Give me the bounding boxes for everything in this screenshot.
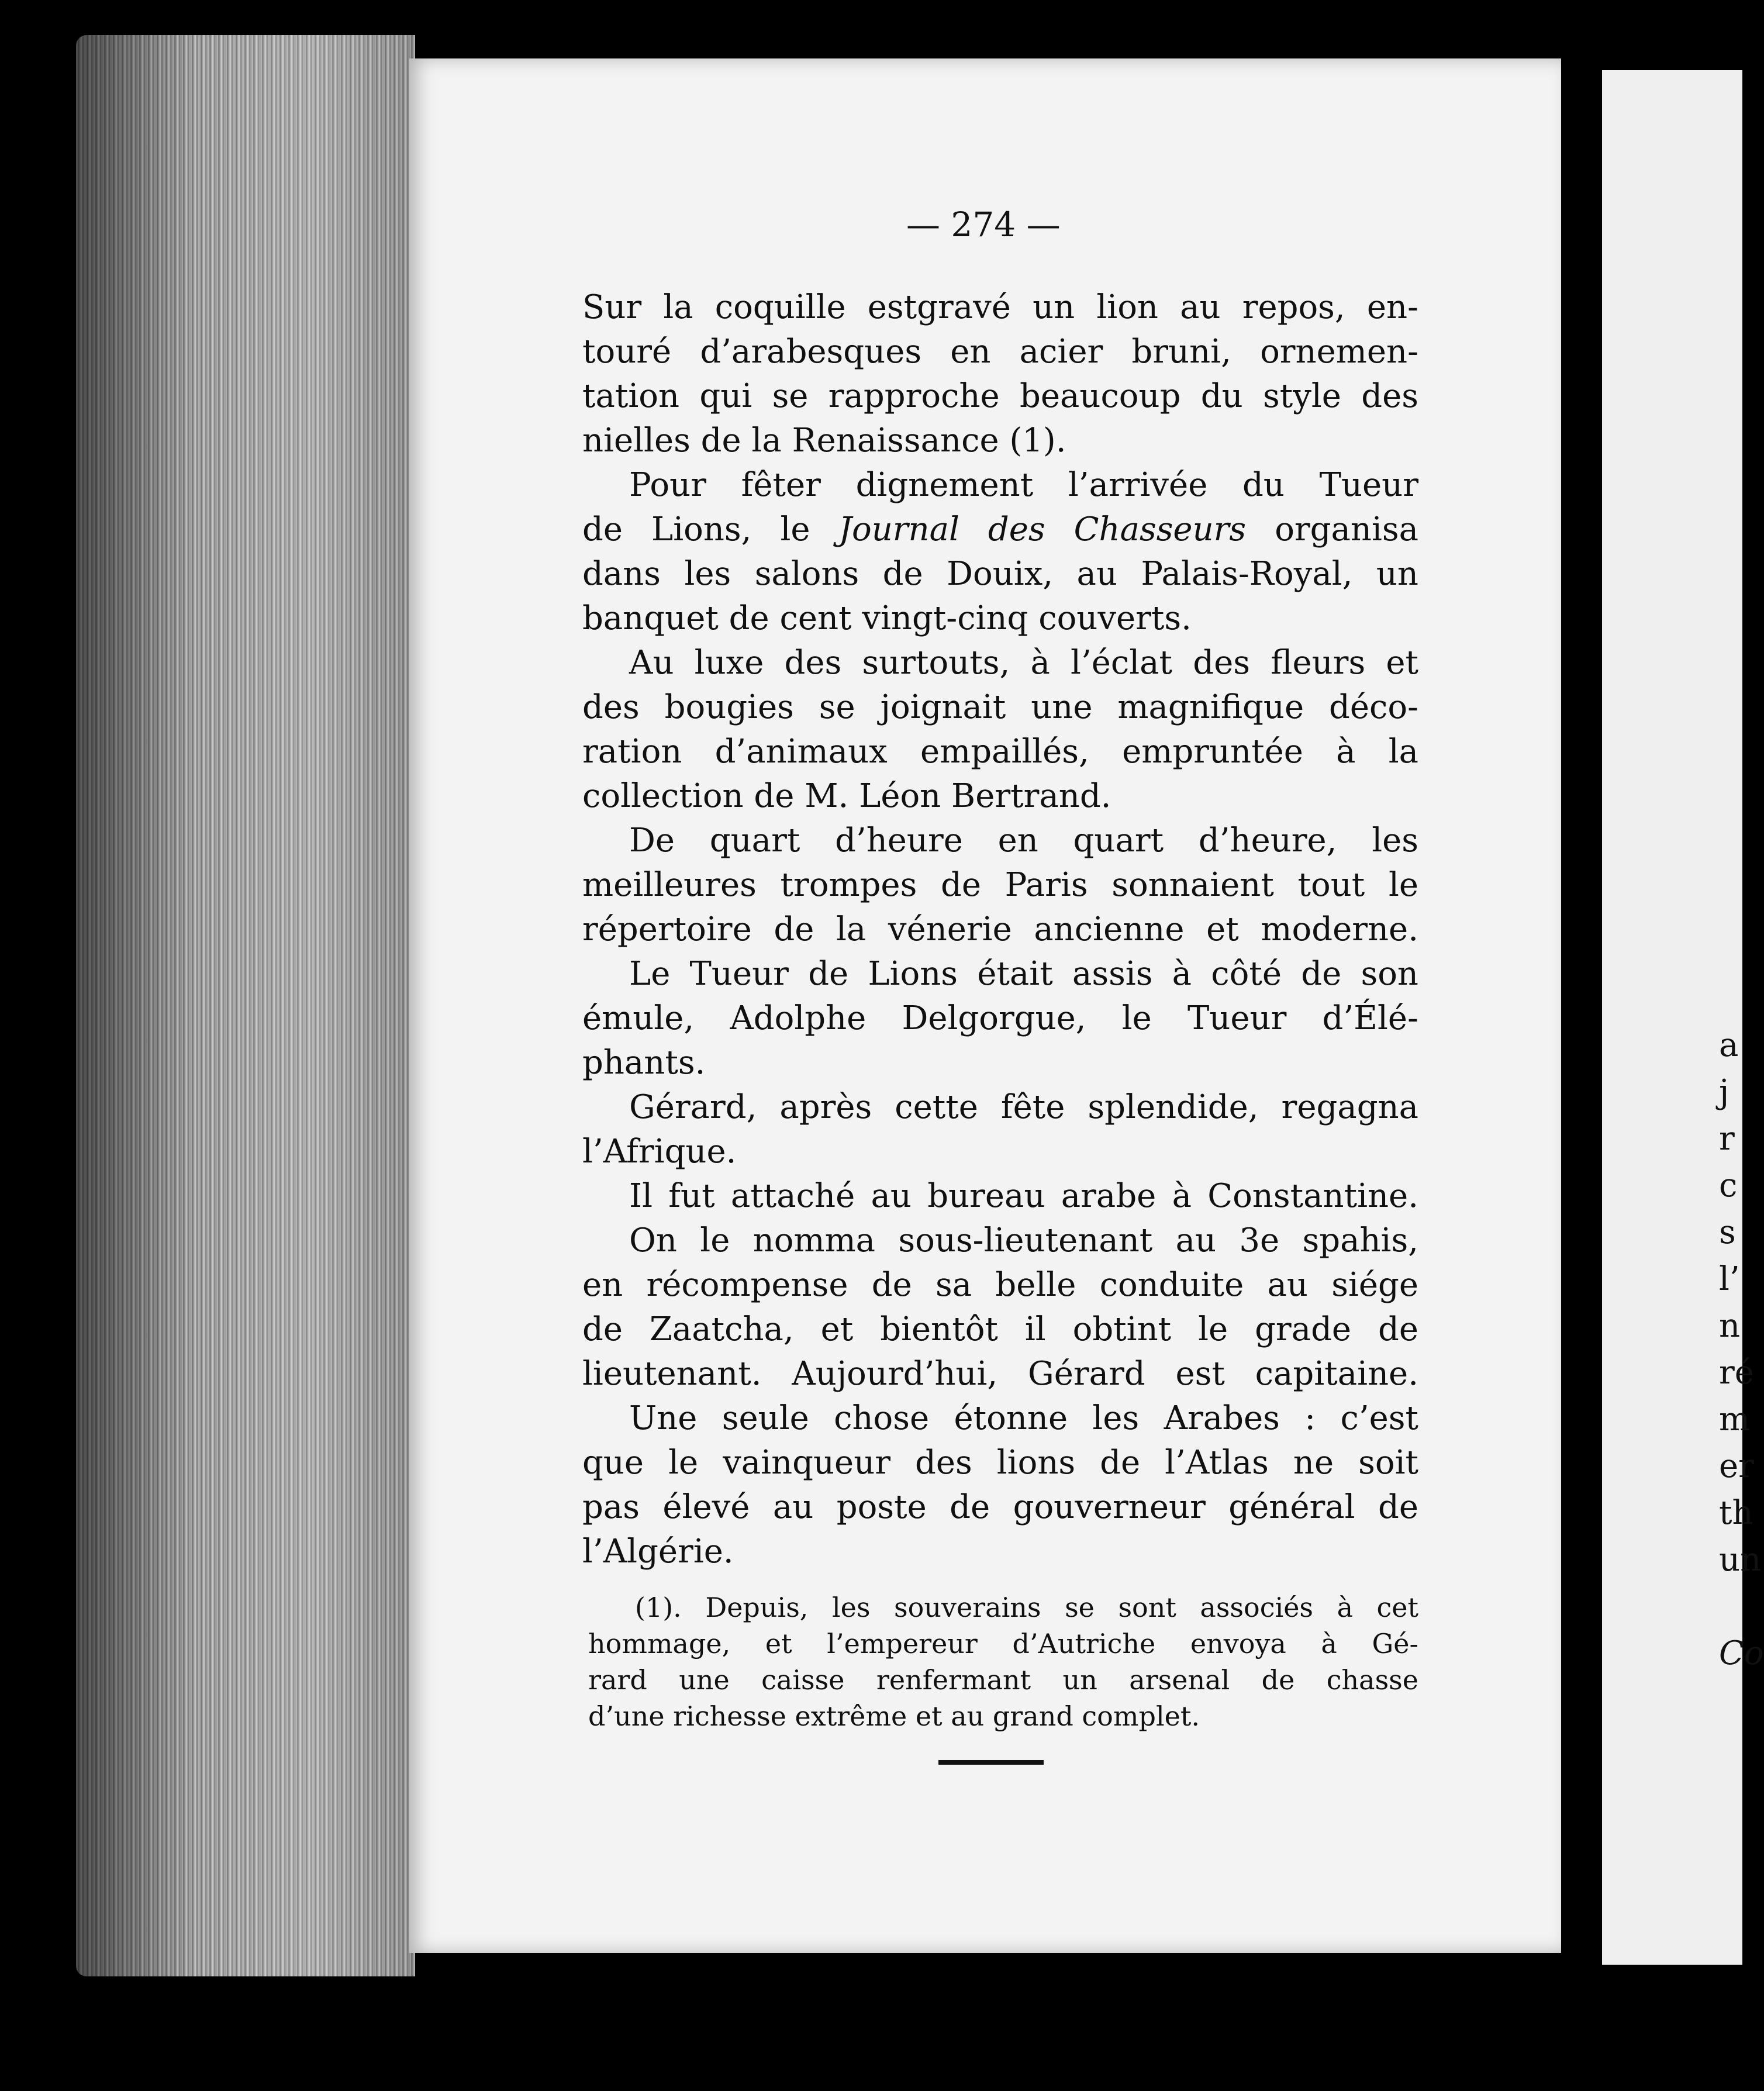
text-line: De quart d’heure en quart d’heure, les [629,822,1418,860]
adjacent-page-fragment: l’ [1719,1260,1740,1298]
text-line: de Zaatcha, et bientôt il obtint le grade de [582,1310,1418,1348]
text-segment: de Lions, le [582,510,810,548]
adjacent-page-strip [1602,70,1764,1965]
adjacent-page-fragment: er [1719,1447,1754,1485]
text-line: émule, Adolphe Delgorgue, le Tueur d’Élé- [582,999,1418,1037]
text-line: phants. [582,1044,706,1082]
adjacent-page-fragment: j [1719,1073,1730,1111]
italic-journal-title: Journal des Chasseurs [838,510,1247,548]
text-line: Il fut attaché au bureau arabe à Constantine. [629,1177,1418,1215]
text-line: l’Afrique. [582,1133,737,1171]
adjacent-page-fragment: th [1719,1494,1753,1532]
page-number: — 274 — [906,205,1061,244]
text-line: dans les salons de Douix, au Palais-Royal, un [582,555,1418,593]
text-line: collection de M. Léon Bertrand. [582,777,1111,815]
text-line: ration d’animaux empaillés, empruntée à la [582,733,1418,771]
footnote-line: hommage, et l’empereur d’Autriche envoya à Gé- [588,1628,1418,1659]
footnote-line: rard une caisse renfermant un arsenal de chasse [588,1664,1418,1696]
text-line: Pour fêter dignement l’arrivée du Tueur [629,466,1418,504]
book-page-edges [76,35,415,1976]
adjacent-page-fragment: m [1719,1400,1751,1438]
adjacent-page-fragment: ré [1719,1354,1754,1392]
text-line: banquet de cent vingt-cinq couverts. [582,599,1192,637]
text-line: Une seule chose étonne les Arabes : c’est [629,1399,1418,1437]
text-line: On le nomma sous-lieutenant au 3e spahis, [629,1222,1418,1260]
text-line: Sur la coquille estgravé un lion au repos, en- [582,288,1418,326]
adjacent-page-fragment: s [1719,1213,1736,1251]
end-rule-divider [938,1760,1044,1765]
footnote [588,1589,1418,1734]
text-line: Le Tueur de Lions était assis à côté de son [629,955,1418,993]
text-line: meilleures trompes de Paris sonnaient tout le [582,866,1418,904]
text-line: des bougies se joignait une magnifique déco- [582,688,1418,726]
text-line: pas élevé au poste de gouverneur général de [582,1488,1418,1526]
text-line: tation qui se rapproche beaucoup du style des [582,377,1418,415]
adjacent-page-fragment: un [1719,1541,1762,1579]
adjacent-page-fragment: c [1719,1167,1738,1205]
text-line: en récompense de sa belle conduite au siége [582,1266,1418,1304]
text-line: Au luxe des surtouts, à l’éclat des fleurs et [629,644,1418,682]
adjacent-page-fragment: r [1719,1120,1735,1158]
text-line: nielles de la Renaissance (1). [582,422,1066,460]
text-line: que le vainqueur des lions de l’Atlas ne soit [582,1444,1418,1482]
text-line: touré d’arabesques en acier bruni, ornemen- [582,333,1418,371]
text-line: Gérard, après cette fête splendide, regagna [629,1088,1418,1126]
text-line: l’Algérie. [582,1533,734,1571]
adjacent-page-fragment: n [1719,1307,1741,1345]
footnote-line: (1). Depuis, les souverains se sont associés à cet [635,1592,1418,1623]
adjacent-page-fragment: a [1719,1026,1739,1064]
body-text [582,285,1418,1574]
text-segment: organisa [1275,510,1419,548]
text-line: lieutenant. Aujourd’hui, Gérard est capitaine. [582,1355,1418,1393]
footnote-line: d’une richesse extrême et au grand complet. [588,1700,1200,1732]
text-line-mixed [582,508,1418,552]
text-line: répertoire de la vénerie ancienne et moderne. [582,910,1418,948]
adjacent-page-fragment: Co [1719,1634,1764,1672]
